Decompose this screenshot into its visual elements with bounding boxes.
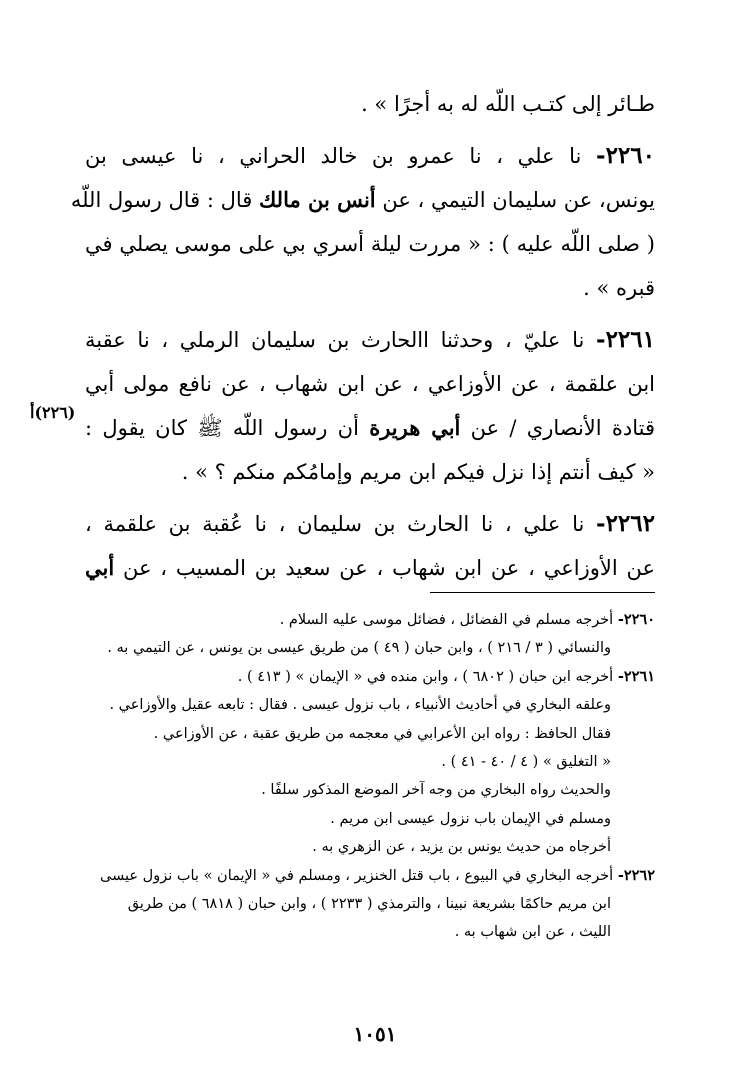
footnote-text: والحديث رواه البخاري من وجه آخر الموضع المذكور سلفًا .	[261, 782, 611, 799]
hadith-2261-line-3	[85, 406, 655, 450]
footnote-line	[80, 862, 655, 890]
narrator-name: أنس بن مالك	[258, 187, 376, 212]
footnote-line	[80, 890, 655, 918]
footnote-text: ومسلم في الإيمان باب نزول عيسى ابن مريم .	[330, 810, 611, 827]
footnotes	[80, 606, 655, 947]
line-text: نا علي ، نا الحارث بن سليمان ، نا عُقبة بن علقمة ،	[85, 512, 585, 536]
line-text: « كيف أنتم إذا نزل فيكم ابن مريم وإمامُكم منكم ؟ » .	[181, 460, 655, 484]
footnote-line	[80, 663, 655, 691]
footnote-text: أخرجه مسلم في الفضائل ، فضائل موسى عليه السلام .	[279, 612, 614, 628]
hadith-2260-line-4	[85, 266, 655, 310]
footnote-text: « التغليق » ( ٤ / ٤٠ - ٤١ ) .	[441, 753, 611, 770]
hadith-number: ٢٢٦١-	[596, 326, 655, 353]
footnote-line	[80, 634, 655, 662]
line-text: قبره » .	[583, 276, 655, 300]
footnote-text: ابن مريم حاكمًا بشريعة نبينا ، والترمذي ( ٢٢٣٣ ) ، وابن حبان ( ٦٨١٨ ) من طريق	[127, 895, 611, 912]
footnote-text: أخرجه ابن حبان ( ٦٨٠٢ ) ، وابن منده في « الإيمان » ( ٤١٣ ) .	[237, 668, 614, 685]
hadith-2262-line-2	[85, 546, 655, 590]
footnote-line	[80, 691, 655, 719]
footnote-line	[80, 606, 655, 634]
line-text: ابن علقمة ، عن الأوزاعي ، عن ابن شهاب ، عن نافع مولى أبي	[85, 372, 655, 396]
hadith-2260-line-1	[85, 134, 655, 178]
footnote-text: فقال الحافظ : رواه ابن الأعرابي في معجمه من طريق عقبة ، عن الأوزاعي .	[153, 725, 611, 742]
hadith-number: ٢٢٦٢-	[596, 510, 655, 537]
line-text: نا عليّ ، وحدثنا االحارث بن سليمان الرملي ، نا عقبة	[85, 328, 585, 352]
footnote-text: أخرجه البخاري في البيوع ، باب قتل الخنزير ، ومسلم في « الإيمان » باب نزول عيسى	[100, 867, 614, 884]
hadith-number: ٢٢٦٠-	[596, 142, 655, 169]
line-text: قتادة الأنصاري / عن	[470, 416, 655, 440]
narrator-name: أبي	[85, 555, 115, 580]
footnote-number: ٢٢٦٢-	[617, 866, 655, 884]
hadith-2260-line-2	[70, 178, 655, 222]
line-text: عن الأوزاعي ، عن ابن شهاب ، عن سعيد بن المسيب ، عن	[122, 556, 655, 580]
page-number: ١٠٥١	[353, 1022, 397, 1046]
footnote-line	[80, 748, 655, 776]
footnote-separator	[430, 592, 655, 593]
hadith-2261-line-4	[85, 450, 655, 494]
hadith-2261-line-1	[85, 318, 655, 362]
text-line	[85, 82, 655, 126]
footnote-text: وعلقه البخاري في أحاديث الأنبياء ، باب نزول عيسى . فقال : تابعه عقيل والأوزاعي .	[109, 697, 611, 714]
footnote-line	[80, 805, 655, 833]
footnote-line	[80, 833, 655, 861]
footnote-text: أخرجاه من حديث يونس بن يزيد ، عن الزهري به .	[312, 839, 611, 856]
footnote-line	[80, 918, 655, 946]
line-text: قال : قال رسول اللّه	[70, 188, 253, 212]
footnote-text: الليث ، عن ابن شهاب به .	[454, 924, 611, 941]
line-text: ( صلى اللّه عليه ) : « مررت ليلة أسري بي على موسى يصلي في	[85, 232, 655, 256]
footnote-line	[80, 776, 655, 804]
footnote-line	[80, 720, 655, 748]
narrator-name: أبي هريرة	[369, 415, 461, 440]
footnote-number: ٢٢٦٠-	[617, 611, 655, 628]
footnote-number: ٢٢٦١-	[617, 667, 655, 685]
line-text: نا علي ، نا عمرو بن خالد الحراني ، نا عيسى بن	[85, 144, 582, 168]
main-text	[70, 82, 655, 590]
footnote-text: والنسائي ( ٣ / ٢١٦ ) ، وابن حبان ( ٤٩ ) من طريق عيسى بن يونس ، عن التيمي به .	[107, 640, 611, 657]
hadith-2260-line-3	[85, 222, 655, 266]
manuscript-folio-marker: (٢٢٦)أ	[30, 403, 76, 422]
line-text: يونس، عن سليمان التيمي ، عن	[382, 188, 655, 212]
hadith-2261-line-2	[85, 362, 655, 406]
line-text: أن رسول اللّه ﷺ كان يقول :	[85, 416, 359, 440]
line-text: طـائر إلى كتـب اللّه له به أجرًا » .	[361, 92, 655, 116]
hadith-2262-line-1	[85, 502, 655, 546]
